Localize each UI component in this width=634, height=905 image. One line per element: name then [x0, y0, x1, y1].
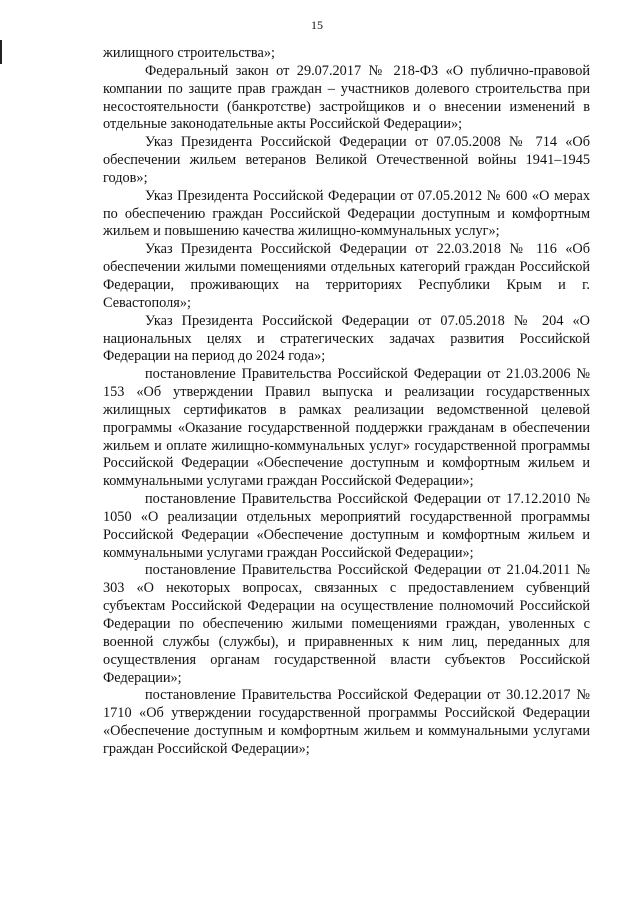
- paragraph-decree-714: Указ Президента Российской Федерации от 07.05.2008 № 714 «Об обеспечении жильем ветеранов Великой Отечественной войны 1941–1945 годов»;: [103, 134, 590, 186]
- document-body: [103, 45, 590, 759]
- paragraph-resolution-153: постановление Правительства Российской Федерации от 21.03.2006 № 153 «Об утверждении Правил выпуска и реализации государственных жилищных сертификатов в рамках реализации ведомственной целевой программы «Оказание государственной поддержки гражданам в обеспечении жильем и оплате жилищно-коммунальных услуг» государственной программы Российской Федерации «Обеспечение доступным и комфортным жильем и коммунальными услугами граждан Российской Федерации»;: [103, 366, 590, 490]
- paragraph-resolution-1050: постановление Правительства Российской Федерации от 17.12.2010 № 1050 «О реализации отдельных мероприятий государственной программы Российской Федерации «Обеспечение доступным и комфортным жильем и коммунальными услугами граждан Российской Федерации»;: [103, 491, 590, 561]
- paragraph-decree-204: Указ Президента Российской Федерации от 07.05.2018 № 204 «О национальных целях и стратегических задачах развития Российской Федерации на период до 2024 года»;: [103, 312, 590, 365]
- paragraph-decree-116: Указ Президента Российской Федерации от 22.03.2018 № 116 «Об обеспечении жилыми помещениями отдельных категорий граждан Российской Федерации, проживающих на территориях Республики Крым и г. Севастополя»;: [103, 241, 590, 311]
- scan-edge-mark: [0, 40, 2, 64]
- paragraph-continuation: жилищного строительства»;: [103, 45, 275, 61]
- paragraph-decree-600: Указ Президента Российской Федерации от 07.05.2012 № 600 «О мерах по обеспечению граждан Российской Федерации доступным и комфортным жильем и повышению качества жилищно-коммунальных услуг»;: [103, 187, 590, 240]
- page-number: 15: [311, 18, 323, 32]
- paragraph-federal-law-218: Федеральный закон от 29.07.2017 № 218-ФЗ «О публично-правовой компании по защите прав граждан – участников долевого строительства при несостоятельности (банкротстве) застройщиков и о внесении изменений в отдельные законодательные акты Российской Федерации»;: [103, 62, 590, 133]
- paragraph-resolution-303: постановление Правительства Российской Федерации от 21.04.2011 № 303 «О некоторых вопросах, связанных с предоставлением субвенций субъектам Российской Федерации на осуществление полномочий Российской Федерации по обеспечению жилыми помещениями граждан, уволенных с военной службы (службы), и приравненных к ним лиц, переданных для осуществления органам государственной власти субъектов Российской Федерации»;: [103, 562, 590, 686]
- paragraph-resolution-1710: постановление Правительства Российской Федерации от 30.12.2017 № 1710 «Об утверждении государственной программы Российской Федерации «Обеспечение доступным и комфортным жильем и коммунальными услугами граждан Российской Федерации»;: [103, 687, 590, 757]
